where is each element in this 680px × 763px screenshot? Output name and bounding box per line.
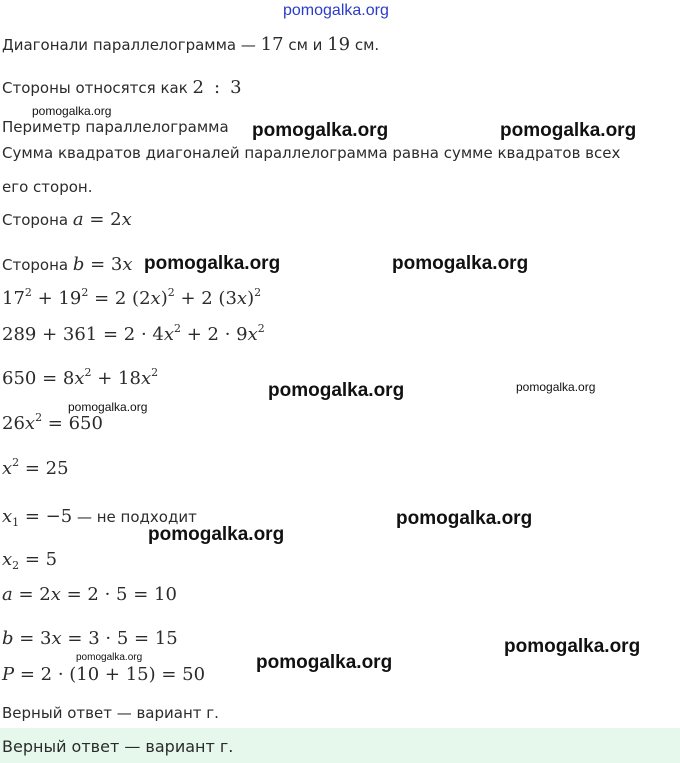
- watermark[interactable]: pomogalka.org: [76, 652, 143, 663]
- equation-1: $17^2 + 19^2 = 2$ $(2x)^2 + 2$ $(3x)^2$: [2, 286, 262, 309]
- text: Сторона: [2, 256, 73, 274]
- text: Диагонали параллелограмма —: [2, 36, 261, 54]
- diagonal-1: 17: [260, 34, 284, 55]
- text: см.: [350, 36, 380, 54]
- ratio-2: 3: [230, 77, 242, 98]
- perimeter-value: P = 2 · (10 + 15) = 50: [2, 664, 206, 685]
- equation-2: $289 + 361 = 2 \cdot 4x^2 + 2 \cdot 9x^2$: [2, 322, 265, 345]
- root-1-note: — не подходит: [72, 508, 197, 526]
- watermark[interactable]: pomogalka.org: [144, 253, 281, 274]
- side-a: [2, 211, 132, 229]
- equation-4: $26x^2 = 650$: [2, 411, 103, 434]
- root-1: $x_1 = -5$ — не подходит: [2, 506, 197, 529]
- watermark[interactable]: pomogalka.org: [504, 636, 641, 657]
- watermark[interactable]: pomogalka.org: [392, 253, 529, 274]
- text: см и: [283, 36, 328, 54]
- theorem-text: Сумма квадратов диагоналей параллелограмма равна сумме квадратов всех: [2, 144, 621, 162]
- equation-5: $x^2 = 25$: [2, 456, 69, 479]
- watermark[interactable]: pomogalka.org: [268, 380, 405, 401]
- watermark[interactable]: pomogalka.org: [252, 120, 389, 141]
- watermark[interactable]: pomogalka.org: [500, 120, 637, 141]
- theorem-text-end: его сторон.: [2, 178, 93, 196]
- watermark[interactable]: pomogalka.org: [32, 104, 112, 118]
- root-2: $x_2 = 5$: [2, 549, 58, 572]
- watermark[interactable]: pomogalka.org: [516, 380, 596, 394]
- ratio-colon: :: [214, 77, 221, 98]
- ratio-1: 2: [192, 77, 204, 98]
- answer-text: Верный ответ — вариант г.: [2, 704, 219, 722]
- problem-statement-ratio: [2, 79, 242, 97]
- side-b-expr: b = 3x: [72, 254, 133, 275]
- text: Сторона: [2, 211, 73, 229]
- side-a-value: a = 2x = 2 · 5 = 10: [2, 584, 177, 605]
- equation-3: $650 = 8x^2 + 18x^2$: [2, 366, 159, 389]
- problem-question: Периметр параллелограмма: [2, 118, 229, 136]
- watermark[interactable]: pomogalka.org: [68, 400, 148, 414]
- problem-statement-diagonals: [2, 36, 379, 54]
- diagonal-2: 19: [327, 34, 351, 55]
- text: Стороны относятся как: [2, 79, 193, 97]
- answer-box: [0, 728, 680, 763]
- watermark-top[interactable]: pomogalka.org: [283, 2, 389, 19]
- side-a-expr: a = 2x: [72, 209, 132, 230]
- watermark[interactable]: pomogalka.org: [256, 652, 393, 673]
- answer-box-text: Верный ответ — вариант г.: [2, 737, 234, 756]
- watermark[interactable]: pomogalka.org: [396, 508, 533, 529]
- side-b-value: b = 3x = 3 · 5 = 15: [2, 628, 178, 649]
- side-b: [2, 256, 133, 274]
- watermark[interactable]: pomogalka.org: [148, 524, 285, 545]
